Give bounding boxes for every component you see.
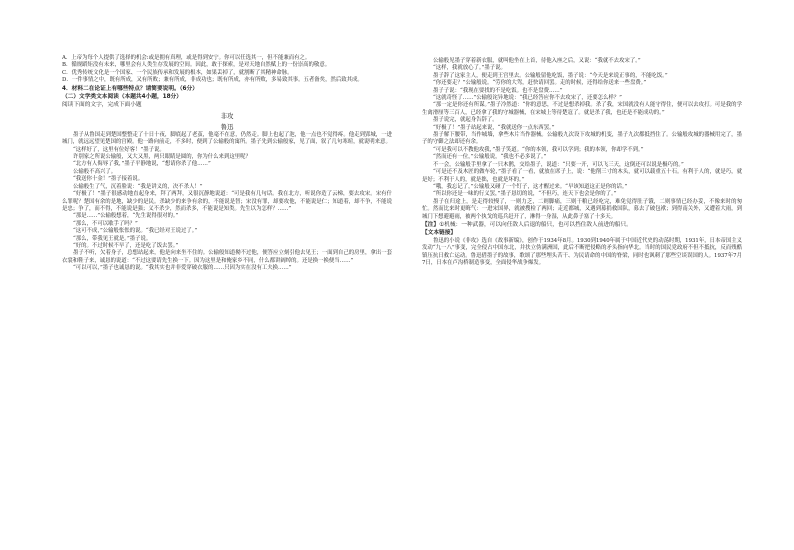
paragraph: 墨子在归途上，是走得较慢了，一则力乏，二则脚痛，三则干粮已经吃完，难免觉得肚子饿，二则事情已经办妥，不像来时的匆忙。然而比来时更晦气：一进宋国界，就被搜检了两回；走近都城，又遇到募捐救国队，募去了破包袱；到得南关外，又遭着大雨，到城门下想避避雨，被两个执戈的巡兵赶开了，淋得一身湿，从此鼻子塞了十多天。 <box>422 198 742 220</box>
paragraph: “你还要走？”公输般说。“劳你的大驾，赶快请回罢。走的时候，还得给你送来一些盘费。” <box>433 80 647 87</box>
paragraph: 墨子说完，就起身告辞了。 <box>433 117 498 124</box>
story-body-left <box>62 132 392 273</box>
paragraph: “这可不成，”公输般怅怅的说。“我已经对王说过了。” <box>73 228 198 235</box>
paragraph: 墨子不听，欠着身子，总想站起来，他是向来坐不住的。公输般知道拗不过他，便答应立刻引他去见王；一面到自己的房里，拿出一套衣裳和鞋子来，诚恳的说道：“不过这要请先生换一下。因为这里是和俺家乡不同，什么都讲阔绰的。还是换一换便当……” <box>62 250 392 264</box>
option-d: D．一件事情之中，既有所成，又有所败；兼有所成，非成功也；既有所成，亦有所败，多易致其事。五者备矣，然后致其成。 <box>62 77 363 84</box>
right-column <box>422 0 742 550</box>
paragraph: “那么，不可以歇手了吗？” <box>73 220 138 227</box>
paragraph: 不一会，公输般手里拿了一只木鹊，交给墨子，说道：“只要一开，可以飞三天，这倒还可以说是极巧的。” <box>433 161 684 168</box>
paragraph: “可是我可以不教他攻我，”墨子笑道。“你的本领，我可以学到；我的本领，你却学不到。” <box>433 146 644 153</box>
paragraph: “这样好了，这里有位好客！”墨子说。 <box>73 146 165 153</box>
note-label: 【注】 <box>422 221 440 228</box>
paragraph: “那么，带我见王就是。”墨子说。 <box>73 235 152 242</box>
note <box>422 221 742 229</box>
background-text: 鲁迅的小说《非攻》选自《故事新编》，创作于1934年8月。1930到1940年属于中国近代史的动荡时期，1931年，日本帝国主义发动“九一八”事变，完全侵占中国东北，并扶立伪满洲国，此后不断把侵略的矛头指向华北。当时的国民党政府不但不抵抗，反而残酷镇压抗日救亡运动。鲁迅借墨子的故事，歌颂了那些埋头苦干、为民请命的中国的脊梁，同时也讽刺了那些空谈误国的人。1937年7月7日，日本在卢沟桥制造事变，全面侵华战争爆发。 <box>422 237 742 266</box>
option-b: B．循规蹈矩没有未来，哪里会有人类生存发展的空间。因此，敢于探索，是对天地自然赋上的一份崇高的敬意。 <box>62 62 331 69</box>
option-a: A．上帝为每个人提供了选择的机会:或是拥有真理，或是得到安宁。你可以任选其一，但不能兼而有之。 <box>62 55 311 61</box>
paragraph: “那是……”公输般想着，“先生说得很对的。” <box>73 213 179 220</box>
paragraph: “可以可以，”墨子也诚恳的说。“我其实也并非爱穿破衣服的……只因为实在没有工夫换……” <box>73 265 292 272</box>
paragraph: 公输般见墨子穿着新衣服，就叫他坐在上首，待他入座之后，又说：“我就不去攻宋了。” <box>433 58 641 64</box>
paragraph: 墨子辞了这家主人，便走到王宫里去。公输般留他吃饭，墨子说：“今天是来说正事的，不能吃饭。” <box>433 72 668 79</box>
paragraph: “可是还不及木匠的做车轮，”墨子看了一看，就放在席子上，说：“他削三寸的木头，就可以载重五十石。有利于人的，就是巧，就是好；不利于人的，就是拙，也就是坏的。” <box>422 169 742 183</box>
section-heading: （二）文学类文本阅读（本题共4小题，18分） <box>62 94 182 101</box>
story-title: 非攻 <box>220 111 234 120</box>
paragraph: “好极了！”墨子很感动地直起身来，拜了两拜，又很沉静地说道：“可是我有几句话。我在北方，听说你造了云梯，要去攻宋。宋有什么罪呢？楚国有余的是地，缺少的是民。杀缺少的来争有余的，不能说是智；宋没有罪，却要攻他，不能说是仁；知道着，却不争，不能说是忠；争了，而不得，不能说是强；义不杀少，然而杀多，不能说是知类。先生以为怎样？……” <box>62 191 392 212</box>
paragraph: “所以你还是一味的行义罢，”墨子恳切的说，“不但巧，连天下也会是你的了。” <box>433 191 617 198</box>
paragraph: “那一定是你还有所谋。”墨子冷然道：“你的意思，不过是想杀掉我。杀了我，宋国就没有人能守得住，便可以去攻打。可是我的学生禽滑厘等三百人，已经拿了我的守城器械，在宋城上等待楚寇了。就是杀了我，也还是不能成功的。” <box>422 102 742 116</box>
note-text: ①机械：一种武器，可以向任敌人后退的船只，也可以挡住敌人前进的船只。 <box>439 221 632 228</box>
paragraph: “好的。不过时候不早了，还是吃了饭去罢。” <box>73 242 179 249</box>
paragraph: “我送你十金！”墨子接着说。 <box>73 176 144 183</box>
paragraph: 墨子解下腰带，当作城墙，拿些木片当作器械。公输般九次设下攻城的机变，墨子九次都抵挡住了。公输般攻城的器械用完了，墨子的守御之法却还有余。 <box>422 132 742 146</box>
paragraph: “这就奇怪了……”公输般诧异地说：“我已经答应你不去攻宋了，还要怎么样？” <box>433 95 622 102</box>
left-column <box>62 0 392 550</box>
background-label: 【文本链接】 <box>422 230 457 237</box>
paragraph: “好极了！”墨子站起来说，“我就送你一点东西罢。” <box>433 124 555 131</box>
story-body-right <box>422 58 742 221</box>
paragraph: “这样，我就放心了。”墨子说。 <box>433 65 506 72</box>
story-author: 鲁迅 <box>220 122 234 131</box>
option-c: C．优秀传统文化是一个国家、一个民族传承和发展的根本，如果丢掉了，就割断了其精神命脉。 <box>62 69 293 76</box>
paragraph: 许别家之所说公输般，又大又黑，两只眼睛是圆的，你为什么来到这里呢？ <box>73 154 251 161</box>
paragraph: 墨子从鲁国走到楚国整整走了十日十夜，脚底起了老茧，他毫不在意，仍然走。脚上也起了泡，他一点也不觉得疼。他走到郢城，一进城门，就远远望见楚国的宫殿。他一路向前走，不多时，便到了公输般的寓所。墨子先到公输般家，见了面，叙了几句寒暄，就说明来意。 <box>62 131 392 146</box>
paragraph: “哦，我忘记了，”公输般又碰了一个钉子，这才醒过来。“早该知道这正是你的话。” <box>433 183 628 190</box>
paragraph: 公输般不高兴了。 <box>73 168 117 175</box>
paragraph: 公输般生了气，沉着脸说：“我是讲义的，决不杀人！” <box>73 183 203 190</box>
reading-instruction: 阅读下面的文字，完成下面小题 <box>62 102 142 109</box>
paragraph: “然而还有一位，”公输般说，“我也不必多说了。” <box>433 154 547 161</box>
paragraph: “北方有人侮辱了我，”墨子平静地说，“想请你杀了他……” <box>73 161 211 168</box>
paragraph: 墨子子说：“我现在要找的不是吃饭。也不是盘费……” <box>433 87 563 94</box>
question-4: 4．材料二在论证上有哪些特点？请简要说明。（6分） <box>62 85 198 92</box>
